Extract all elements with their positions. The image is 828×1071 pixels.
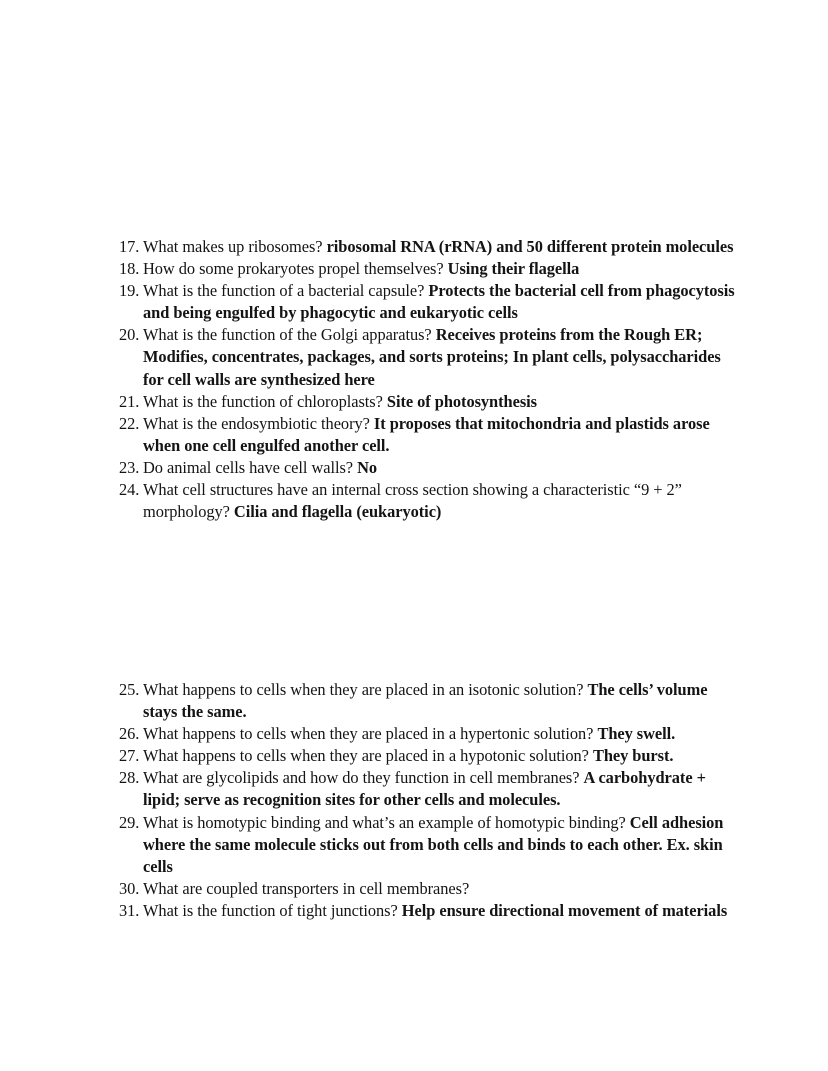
question-list-17-24 [119,236,739,523]
question-text: Do animal cells have cell walls? [143,457,358,477]
question-item [119,878,739,900]
question-number: 17. [119,237,140,256]
question-number: 19. [119,281,140,301]
question-item [119,812,739,878]
answer-text: No [357,457,378,477]
question-text: What happens to cells when they are placed in a hypertonic solution? [143,724,598,744]
question-item [119,236,739,258]
question-number: 22. [119,413,140,433]
question-text: What are glycolipids and how do they function in cell membranes? [143,768,584,788]
answer-text: It proposes that mitochondria and plastids arose when one cell engulfed another cell. [143,413,710,455]
answer-text: Using their flagella [447,259,580,279]
question-number: 20. [119,325,140,345]
question-number: 30. [119,878,140,898]
question-block-second [119,679,739,922]
question-item [119,391,739,413]
question-item [119,767,739,811]
answer-text: Protects the bacterial cell from phagocytosis and being engulfed by phagocytic and eukaryotic cells [143,281,735,323]
question-number: 24. [119,480,140,500]
question-block-first [119,236,739,523]
question-item [119,280,739,324]
question-text: What is the function of tight junctions? [143,900,402,920]
question-text: How do some prokaryotes propel themselves? [143,259,448,279]
answer-text: Site of photosynthesis [386,391,537,411]
question-item [119,258,739,280]
answer-text: Help ensure directional movement of materials [401,900,728,920]
answer-text: The cells’ volume stays the same. [143,680,708,722]
question-number: 28. [119,768,140,788]
answer-text: They swell. [597,724,676,744]
question-item [119,324,739,390]
question-number: 31. [119,900,140,920]
question-text: What cell structures have an internal cross section showing a characteristic “9 + 2” morphology? [143,480,682,522]
question-number: 23. [119,457,140,477]
answer-text: Receives proteins from the Rough ER; Modifies, concentrates, packages, and sorts proteins; In plant cells, polysaccharides for cell walls are synthesized here [143,325,721,389]
question-text: What is the function of the Golgi apparatus? [143,325,436,345]
question-text: What makes up ribosomes? [143,237,327,256]
answer-text: Cilia and flagella (eukaryotic) [233,502,442,522]
question-text: What are coupled transporters in cell membranes? [143,878,470,898]
question-text: What happens to cells when they are placed in a hypotonic solution? [143,746,593,766]
answer-text: A carbohydrate + lipid; serve as recognition sites for other cells and molecules. [143,768,706,810]
question-number: 29. [119,812,140,832]
question-text: What happens to cells when they are placed in an isotonic solution? [143,680,588,699]
question-item [119,745,739,767]
answer-text: Cell adhesion where the same molecule sticks out from both cells and binds to each other. Ex. skin cells [143,812,724,876]
question-item [119,679,739,723]
question-number: 25. [119,680,140,699]
answer-text: They burst. [592,746,674,766]
question-item [119,479,739,523]
question-text: What is the endosymbiotic theory? [143,413,374,433]
answer-text: ribosomal RNA (rRNA) and 50 different protein molecules [326,237,734,256]
question-item [119,900,739,922]
question-text: What is homotypic binding and what’s an example of homotypic binding? [143,812,630,832]
question-item [119,457,739,479]
question-number: 21. [119,391,140,411]
question-number: 27. [119,746,140,766]
question-text: What is the function of a bacterial capsule? [143,281,429,301]
question-item [119,413,739,457]
question-number: 26. [119,724,140,744]
question-number: 18. [119,259,140,279]
question-list-25-31 [119,679,739,922]
question-item [119,723,739,745]
question-text: What is the function of chloroplasts? [143,391,387,411]
